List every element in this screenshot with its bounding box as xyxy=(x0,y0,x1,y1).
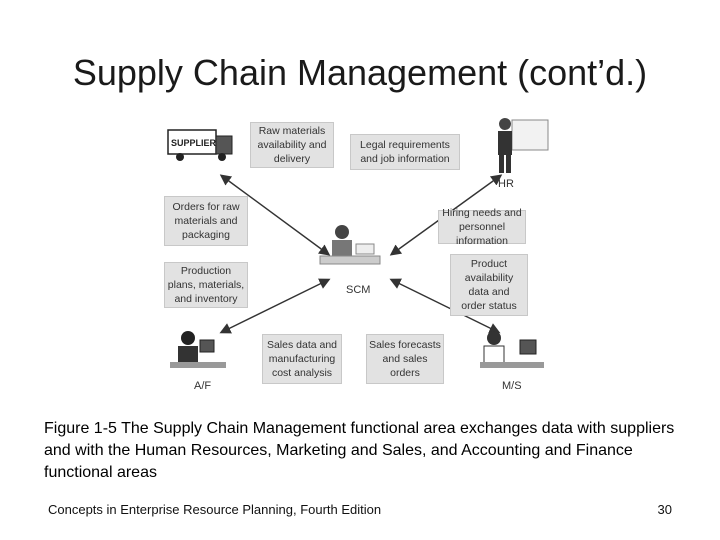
page-number: 30 xyxy=(657,502,672,517)
ms-label: M/S xyxy=(502,380,522,392)
af-person-icon xyxy=(170,331,226,368)
raw-materials-box: Raw materials availability and delivery xyxy=(250,122,334,168)
hiring-needs-box: Hiring needs and personnel information xyxy=(438,210,526,244)
production-box: Production plans, materials, and inventory xyxy=(164,262,248,308)
orders-box: Orders for raw materials and packaging xyxy=(164,196,248,246)
hr-person-icon xyxy=(498,118,548,173)
af-label: A/F xyxy=(194,380,212,392)
supplier-label: SUPPLIER xyxy=(171,138,217,148)
product-availability-box: Product availability data and order status xyxy=(450,254,528,316)
supplier-truck-icon xyxy=(168,130,232,161)
ms-person-icon xyxy=(480,331,544,368)
footer-text: Concepts in Enterprise Resource Planning, Fourth Edition xyxy=(48,502,382,517)
legal-requirements-box: Legal requirements and job information xyxy=(350,134,460,170)
scm-diagram xyxy=(160,104,560,404)
scm-worker-icon xyxy=(320,225,380,264)
slide-title: Supply Chain Management (cont’d.) xyxy=(72,52,648,93)
sales-data-box: Sales data and manufacturing cost analysis xyxy=(262,334,342,384)
figure-caption: Figure 1-5 The Supply Chain Management functional area exchanges data with suppliers and with the Human Resources, Marketing and Sales, and Accounting and Finance functional areas xyxy=(44,420,675,481)
hr-label: HR xyxy=(498,178,514,190)
sales-forecasts-box: Sales forecasts and sales orders xyxy=(366,334,444,384)
scm-label: SCM xyxy=(346,284,371,296)
